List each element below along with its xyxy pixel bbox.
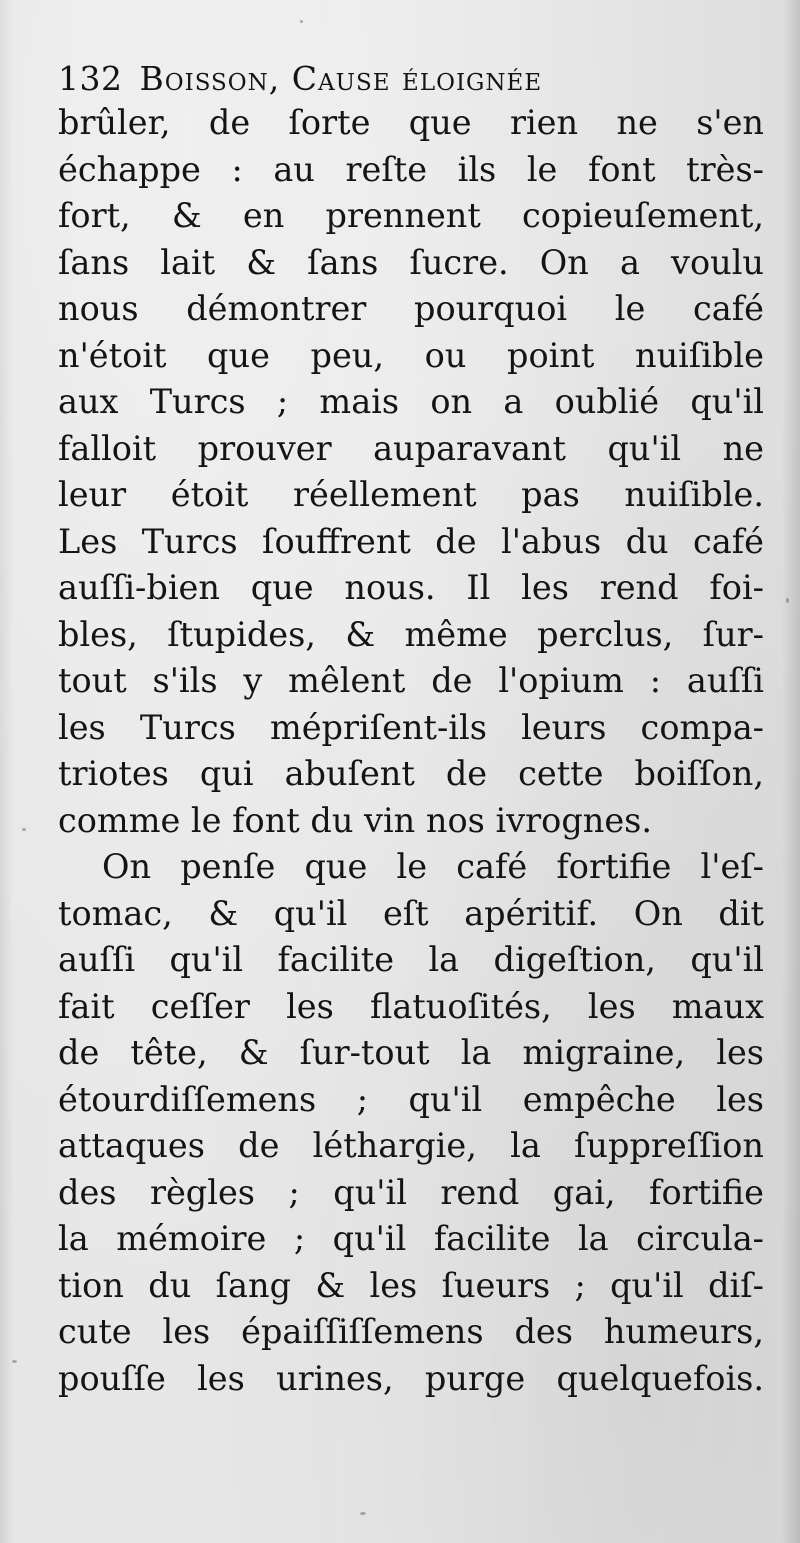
text-line: nous démontrer pourquoi le café [58,289,764,328]
text-line: échappe : au reſte ils le font très- [58,149,764,189]
paragraph-start-line: On penſe que le café fortifie l'eſ- [102,847,764,886]
text-line: auſſi-bien que nous. Il les rend foi- [58,568,764,607]
text-line: de tête, & ſur-tout la migraine, les [58,1033,764,1072]
text-line: étourdiſſemens ; qu'il empêche les [58,1079,764,1119]
text-line: auſſi qu'il facilite la digeſtion, qu'il [58,940,764,979]
paper-speck [360,1512,366,1515]
paper-speck [12,1360,17,1363]
paper-speck [22,828,26,831]
text-line: comme le font du vin nos ivrognes. [58,800,653,840]
text-line: pouſſe les urines, purge quelquefois. [58,1358,764,1398]
text-line: n'étoit que peu, ou point nuiſible [58,335,764,375]
text-line: triotes qui abuſent de cette boiſſon, [58,754,764,793]
page-number: 132 [58,59,123,98]
paper-speck [786,598,789,603]
text-line: fort, & en prennent copieuſement, [58,196,764,235]
text-line: ſans lait & ſans ſucre. On a voulu [58,242,764,282]
text-line: brûler, de ſorte que rien ne s'en [58,103,764,142]
text-line: leur étoit réellement pas nuiſible. [58,475,764,514]
text-line: tout s'ils y mêlent de l'opium : auſſi [58,661,764,700]
text-line: attaques de léthargie, la ſuppreſſion [58,1126,764,1165]
page-edge-shadow [782,0,800,1543]
running-header [58,58,764,100]
text-line: Les Turcs ſouffrent de l'abus du café [58,521,764,561]
text-line: les Turcs mépriſent-ils leurs compa- [58,707,764,747]
paper-speck [300,20,303,23]
text-line: falloit prouver auparavant qu'il ne [58,428,764,468]
running-title: Boisson, Cause éloignée [139,59,543,98]
text-line: la mémoire ; qu'il facilite la circula- [58,1219,764,1258]
text-line: bles, ſtupides, & même perclus, ſur- [58,614,764,654]
text-line: cute les épaiſſiſſemens des humeurs, [58,1312,764,1351]
text-line: fait ceſſer les flatuoſités, les maux [58,986,764,1026]
text-line: des règles ; qu'il rend gai, fortifie [58,1172,764,1212]
text-line: tomac, & qu'il eſt apéritif. On dit [58,893,764,933]
text-line: aux Turcs ; mais on a oublié qu'il [58,382,764,421]
text-line: tion du ſang & les ſueurs ; qu'il diſ- [58,1265,764,1305]
page-text-block [58,58,764,1402]
